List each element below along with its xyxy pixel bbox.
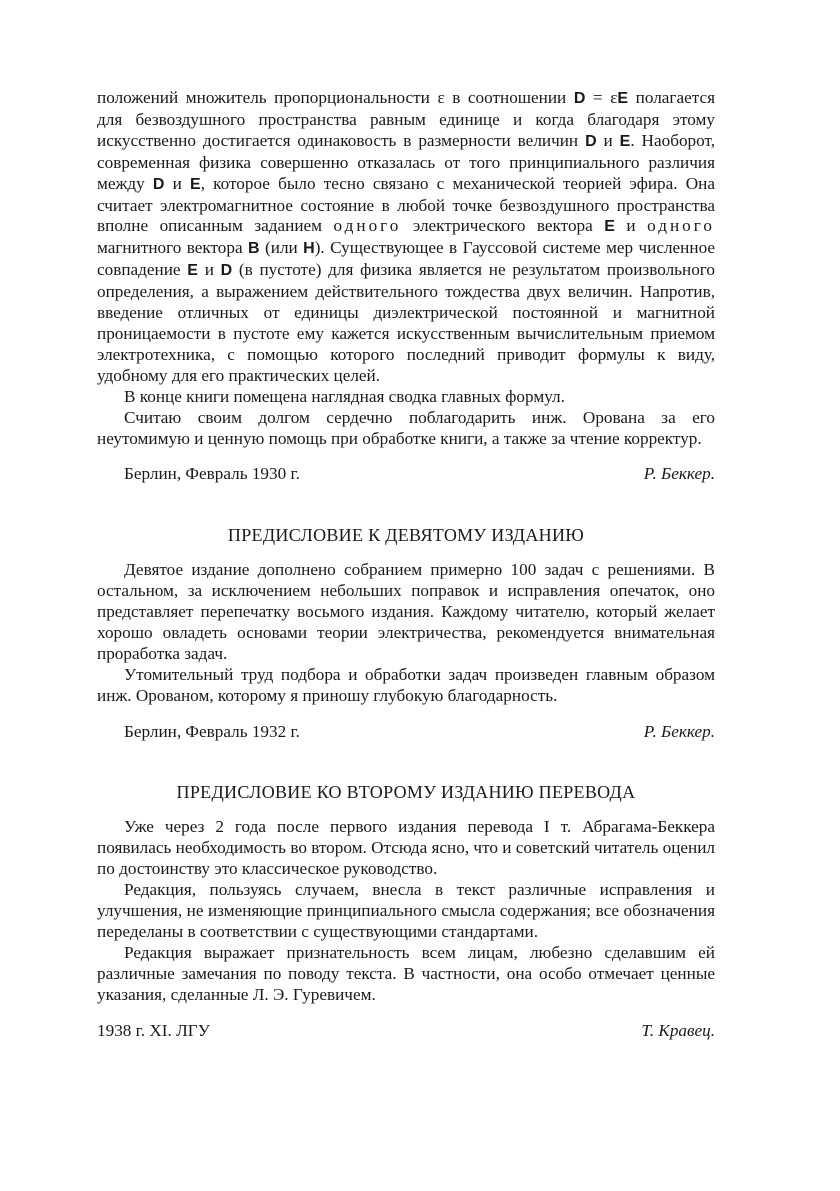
vector-symbol: E <box>619 132 631 150</box>
paragraph: Девятое издание дополнено собранием примерно 100 задач с решениями. В остальном, за исключением небольших поправок и исправления опечаток, оно представляет перепечатку восьмого издания. Каждому читателю, который желает хорошо овладеть основами теории электричества, рекомендуется внимательная проработка задач. <box>97 560 715 663</box>
place-date: Берлин, Февраль 1932 г. <box>124 721 300 741</box>
vector-symbol: D <box>220 262 233 280</box>
vector-symbol: D <box>573 90 586 107</box>
paragraph: Редакция выражает признательность всем лицам, любезно сделавшим ей различные замечания по поводу текста. В частности, она особо отмечает ценные указания, сделанные Л. Э. Гуревичем. <box>97 942 715 1004</box>
text: магнитного вектора <box>97 238 249 258</box>
text: . Наоборот, современная физика совершенно отказалась от того принципиального различия между <box>97 130 716 193</box>
text: ). Существующее в Гауссовой системе мер численное совпадение <box>97 238 715 280</box>
text: (в пустоте) для физика является не результатом произвольного определения, а выражением действительного тождества двух величин. Напротив, введение отличных от единицы диэлектрической постоянной и магнитной проницаемости в пустоте ему кажется искусственным вычислительным приемом электротехника, с помощью которого последний приводит формулы к виду, удобному для его практических целей. <box>97 260 715 385</box>
text: , которое было тесно связано с механической теорией эфира. Она считает электромагнитное состояние в любой точке безвоздушного пространства вполне описанным заданием <box>97 173 715 236</box>
vector-symbol: E <box>187 262 198 280</box>
paragraph <box>97 88 715 387</box>
author-signature: Т. Кравец. <box>641 1020 715 1040</box>
paragraph: Уже через 2 года после первого издания перевода I т. Абрагама-Беккера появилась необходимость во втором. Отсюда ясно, что и советский читатель оценил по достоинству это классическое руководство. <box>97 817 715 879</box>
paragraph: В конце книги помещена наглядная сводка главных формул. <box>124 386 565 406</box>
place-date: Берлин, Февраль 1930 г. <box>124 464 300 484</box>
spaced-word: одного <box>647 216 715 236</box>
author-signature: Р. Беккер. <box>643 464 715 484</box>
vector-symbol: E <box>190 175 201 193</box>
text: и <box>596 130 620 150</box>
author-signature: Р. Беккер. <box>643 721 715 741</box>
text: полагается для безвоздушного пространства равным единице и когда благодаря этому искусственно достигается одинаковость в размерности величин <box>97 88 715 150</box>
place-date: 1938 г. XI. ЛГУ <box>97 1020 210 1040</box>
preface-second-translation <box>97 782 715 1041</box>
vector-symbol: D <box>585 132 597 150</box>
signature-line <box>97 464 715 485</box>
text: положений множитель пропорциональности ε в соотношении <box>97 88 574 107</box>
text: (или <box>259 238 304 258</box>
preface-continuation <box>97 88 715 485</box>
paragraph: Считаю своим долгом сердечно поблагодарить инж. Орована за его неутомимую и ценную помощь при обработке книги, а также за чтение корректур. <box>97 407 715 448</box>
text: электрического вектора <box>401 216 605 236</box>
spaced-word: одного <box>333 216 402 236</box>
text: = ε <box>585 88 618 107</box>
section-heading: ПРЕДИСЛОВИЕ КО ВТОРОМУ ИЗДАНИЮ ПЕРЕВОДА <box>176 782 636 803</box>
vector-symbol: E <box>617 90 629 107</box>
vector-symbol: B <box>248 240 260 258</box>
paragraph: Утомительный труд подбора и обработки задач произведен главным образом инж. Орованом, которому я приношу глубокую благодарность. <box>97 664 715 705</box>
signature-line <box>97 1021 715 1042</box>
preface-ninth-edition <box>97 525 715 742</box>
text: и <box>197 260 221 280</box>
page <box>97 88 715 1041</box>
paragraph: Редакция, пользуясь случаем, внесла в текст различные исправления и улучшения, не изменяющие принципиального смысла содержания; все обозначения переделаны в соответствии с существующими стандартами. <box>97 880 715 941</box>
signature-line <box>97 722 715 743</box>
text: и <box>614 216 648 236</box>
vector-symbol: E <box>604 218 615 236</box>
vector-symbol: H <box>303 240 315 258</box>
vector-symbol: D <box>152 175 165 193</box>
text: и <box>164 173 191 193</box>
section-heading: ПРЕДИСЛОВИЕ К ДЕВЯТОМУ ИЗДАНИЮ <box>227 525 585 546</box>
